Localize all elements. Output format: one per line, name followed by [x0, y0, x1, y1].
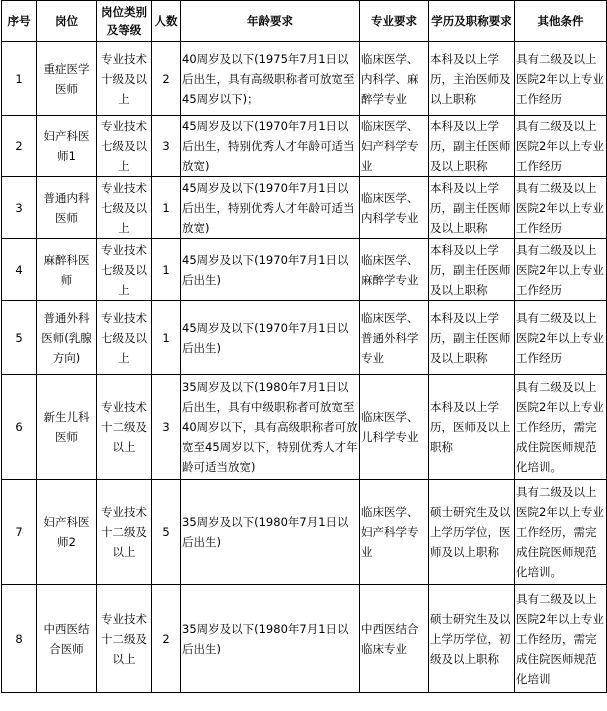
- cell-post: 普通外科医师(乳腺方向): [37, 301, 97, 375]
- header-category: 岗位类别及等级: [97, 1, 152, 42]
- cell-other: 具有二级及以上医院2年以上专业工作经历，需完成住院医师规范化培训。: [515, 480, 607, 585]
- cell-age: 45周岁及以下(1970年7月1日以后出生): [181, 301, 360, 375]
- header-major: 专业要求: [360, 1, 429, 42]
- cell-category: 专业技术十二级及以上: [97, 375, 152, 480]
- cell-count: 2: [152, 585, 181, 693]
- cell-other: 具有二级及以上医院2年以上专业工作经历: [515, 239, 607, 301]
- table-row: [2, 116, 607, 177]
- cell-post: 普通内科医师: [37, 177, 97, 239]
- cell-post: 麻醉科医师: [37, 239, 97, 301]
- header-count: 人数: [152, 1, 181, 42]
- cell-category: 专业技术七级及以上: [97, 239, 152, 301]
- cell-post: 新生儿科医师: [37, 375, 97, 480]
- cell-age: 40周岁及以下(1975年7月1日以后出生，具有高级职称者可放宽至45周岁以下)；: [181, 42, 360, 116]
- cell-other: 具有二级及以上医院2年以上专业工作经历: [515, 177, 607, 239]
- cell-seq: 2: [2, 116, 37, 177]
- cell-education: 本科及以上学历，医师及以上职称: [429, 375, 515, 480]
- table-row: [2, 480, 607, 585]
- cell-education: 本科及以上学历，副主任医师及以上职称: [429, 177, 515, 239]
- cell-education: 硕士研究生及以上学历学位，初级及以上职称: [429, 585, 515, 693]
- header-post: 岗位: [37, 1, 97, 42]
- cell-other: 具有二级及以上医院2年以上专业工作经历，需完成住院医师规范化培训。: [515, 375, 607, 480]
- cell-age: 35周岁及以下(1980年7月1日以后出生): [181, 585, 360, 693]
- cell-education: 本科及以上学历，主治医师及以上职称: [429, 42, 515, 116]
- cell-seq: 3: [2, 177, 37, 239]
- cell-major: 中西医结合临床专业: [360, 585, 429, 693]
- cell-major: 临床医学、普通外科学专业: [360, 301, 429, 375]
- cell-category: 专业技术十二级及以上: [97, 585, 152, 693]
- cell-post: 中西医结合医师: [37, 585, 97, 693]
- cell-count: 1: [152, 239, 181, 301]
- cell-education: 本科及以上学历，副主任医师及以上职称: [429, 239, 515, 301]
- cell-post: 妇产科医师1: [37, 116, 97, 177]
- table-row: [2, 239, 607, 301]
- cell-major: 临床医学、内科学、麻醉学专业: [360, 42, 429, 116]
- header-other: 其他条件: [515, 1, 607, 42]
- table-row: [2, 42, 607, 116]
- cell-major: 临床医学、妇产科学专业: [360, 480, 429, 585]
- cell-count: 3: [152, 375, 181, 480]
- cell-category: 专业技术七级及以上: [97, 116, 152, 177]
- cell-count: 3: [152, 116, 181, 177]
- cell-age: 45周岁及以下(1970年7月1日以后出生，特别优秀人才年龄可适当放宽): [181, 177, 360, 239]
- cell-category: 专业技术十二级及以上: [97, 480, 152, 585]
- cell-count: 5: [152, 480, 181, 585]
- cell-other: 具有二级及以上医院2年以上专业工作经历: [515, 42, 607, 116]
- table-row: [2, 585, 607, 693]
- cell-major: 临床医学、妇产科学专业: [360, 116, 429, 177]
- cell-other: 具有二级及以上医院2年以上专业工作经历，需完成住院医师规范化培训: [515, 585, 607, 693]
- cell-category: 专业技术七级及以上: [97, 301, 152, 375]
- cell-age: 45周岁及以下(1970年7月1日以后出生): [181, 239, 360, 301]
- cell-age: 35周岁及以下(1980年7月1日以后出生，具有中级职称者可放宽至40周岁以下，具有高级职称者可放宽至45周岁以下，特别优秀人才年龄可适当放宽): [181, 375, 360, 480]
- cell-education: 本科及以上学历，副主任医师及以上职称: [429, 301, 515, 375]
- cell-seq: 5: [2, 301, 37, 375]
- cell-major: 临床医学、内科学专业: [360, 177, 429, 239]
- cell-seq: 6: [2, 375, 37, 480]
- cell-other: 具有二级及以上医院2年以上专业工作经历: [515, 116, 607, 177]
- cell-education: 本科及以上学历，副主任医师及以上职称: [429, 116, 515, 177]
- cell-other: 具有二级及以上医院2年以上专业工作经历: [515, 301, 607, 375]
- table-row: [2, 375, 607, 480]
- recruitment-table: [1, 0, 607, 693]
- cell-age: 45周岁及以下(1970年7月1日以后出生，特别优秀人才年龄可适当放宽): [181, 116, 360, 177]
- header-row: [2, 1, 607, 42]
- header-age: 年龄要求: [181, 1, 360, 42]
- table-row: [2, 301, 607, 375]
- cell-post: 妇产科医师2: [37, 480, 97, 585]
- cell-count: 1: [152, 301, 181, 375]
- cell-seq: 1: [2, 42, 37, 116]
- cell-major: 临床医学、麻醉学专业: [360, 239, 429, 301]
- cell-education: 硕士研究生及以上学历学位，医师及以上职称: [429, 480, 515, 585]
- cell-category: 专业技术十级及以上: [97, 42, 152, 116]
- cell-count: 1: [152, 177, 181, 239]
- cell-seq: 8: [2, 585, 37, 693]
- cell-major: 临床医学、儿科学专业: [360, 375, 429, 480]
- cell-count: 2: [152, 42, 181, 116]
- cell-seq: 7: [2, 480, 37, 585]
- header-education: 学历及职称要求: [429, 1, 515, 42]
- cell-post: 重症医学医师: [37, 42, 97, 116]
- cell-age: 35周岁及以下(1980年7月1日以后出生): [181, 480, 360, 585]
- cell-category: 专业技术七级及以上: [97, 177, 152, 239]
- header-seq: 序号: [2, 1, 37, 42]
- table-row: [2, 177, 607, 239]
- cell-seq: 4: [2, 239, 37, 301]
